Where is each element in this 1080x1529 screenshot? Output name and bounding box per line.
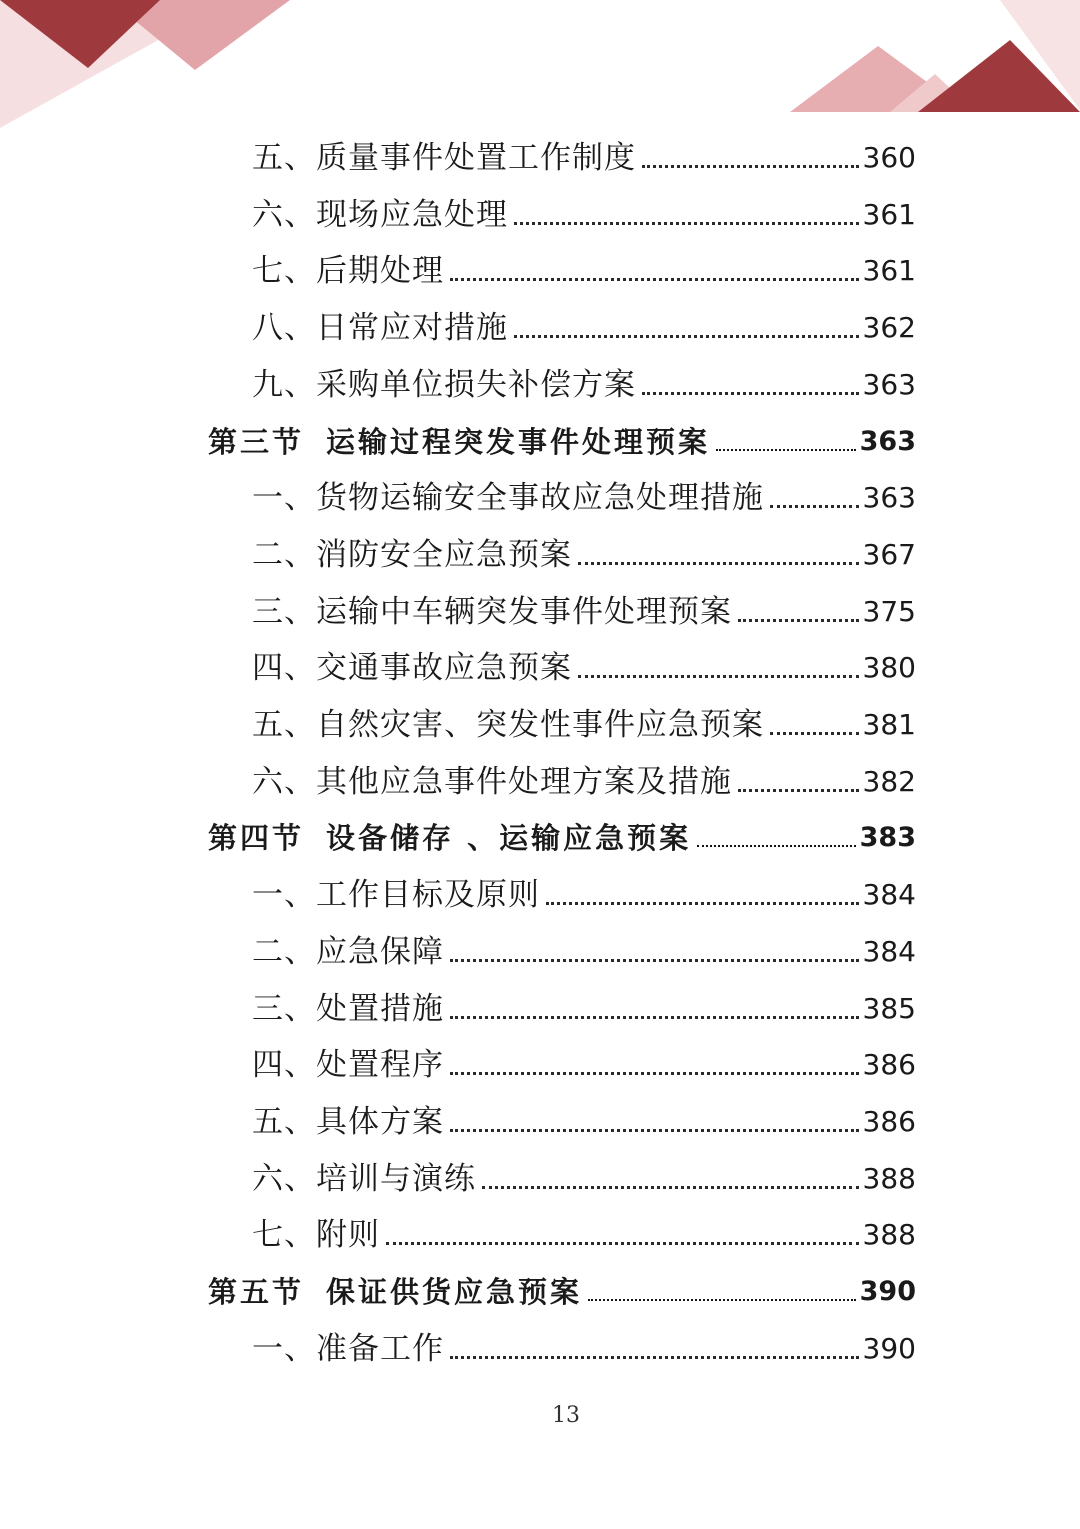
toc-entry[interactable] xyxy=(252,193,916,237)
toc-entry-title: 六、现场应急处理 xyxy=(252,196,508,233)
toc-leader-dots xyxy=(450,959,859,962)
toc-leader-dots xyxy=(450,1129,859,1132)
toc-entry[interactable] xyxy=(252,590,916,634)
toc-entry[interactable] xyxy=(252,1043,916,1087)
toc-entry[interactable] xyxy=(252,533,916,577)
toc-leader-dots xyxy=(697,845,856,847)
toc-entry-title: 一、工作目标及原则 xyxy=(252,877,540,914)
toc-page-number: 367 xyxy=(862,537,916,571)
toc-page-number: 380 xyxy=(862,651,916,685)
toc-page-number: 383 xyxy=(859,822,916,854)
toc-leader-dots xyxy=(738,619,859,622)
toc-entry-title: 六、培训与演练 xyxy=(252,1160,476,1197)
toc-entry-title: 五、自然灾害、突发性事件应急预案 xyxy=(252,707,764,743)
toc-page-number: 388 xyxy=(862,1218,916,1252)
toc-section-title: 设备储存 、运输应急预案 xyxy=(326,821,692,856)
toc-leader-dots xyxy=(450,278,859,281)
toc-page-number: 384 xyxy=(862,878,916,912)
page-number: 13 xyxy=(552,1403,580,1428)
toc-section-entry[interactable] xyxy=(208,420,916,464)
toc-page-number: 386 xyxy=(862,1104,916,1138)
toc-entry[interactable] xyxy=(252,476,916,520)
toc-entry-title: 三、运输中车辆突发事件处理预案 xyxy=(252,593,732,630)
toc-entry[interactable] xyxy=(252,760,916,804)
toc-entry[interactable] xyxy=(252,1213,916,1257)
toc-entry[interactable] xyxy=(252,136,916,180)
toc-entry-title: 六、其他应急事件处理方案及措施 xyxy=(252,763,732,800)
toc-page-number: 381 xyxy=(862,708,916,741)
toc-entry-title xyxy=(208,1270,582,1314)
toc-entry-title: 八、日常应对措施 xyxy=(252,310,508,347)
toc-leader-dots xyxy=(450,1016,859,1019)
toc-page-number: 385 xyxy=(862,991,916,1025)
toc-entry[interactable] xyxy=(252,363,916,407)
toc-page-number: 363 xyxy=(862,481,916,515)
toc-page-number: 388 xyxy=(862,1161,916,1195)
toc-section-number: 第四节 xyxy=(208,821,305,856)
toc-page-number: 363 xyxy=(862,367,916,401)
toc-page-number: 362 xyxy=(862,311,916,345)
toc-entry-title: 二、消防安全应急预案 xyxy=(252,536,572,573)
toc-entry[interactable] xyxy=(252,1327,916,1371)
toc-page-number: 382 xyxy=(862,764,916,798)
toc-entry[interactable] xyxy=(252,646,916,690)
toc-leader-dots xyxy=(716,449,856,451)
toc-leader-dots xyxy=(578,562,859,565)
toc-entry-title: 七、后期处理 xyxy=(252,253,444,290)
toc-leader-dots xyxy=(578,675,859,678)
toc-leader-dots xyxy=(386,1242,859,1245)
toc-entry-title: 一、货物运输安全事故应急处理措施 xyxy=(252,480,764,517)
toc-entry-title: 四、交通事故应急预案 xyxy=(252,650,572,687)
toc-section-title: 保证供货应急预案 xyxy=(326,1275,583,1309)
toc-page-number: 386 xyxy=(862,1048,916,1082)
toc-entry[interactable] xyxy=(252,249,916,293)
toc-leader-dots xyxy=(770,732,859,735)
toc-section-number: 第五节 xyxy=(208,1275,305,1309)
toc-entry[interactable] xyxy=(252,1157,916,1201)
toc-page-number: 361 xyxy=(862,254,916,288)
toc-entry-title: 七、附则 xyxy=(252,1217,380,1254)
toc-page-number: 363 xyxy=(859,425,916,457)
toc-leader-dots xyxy=(514,222,859,225)
toc-leader-dots xyxy=(514,335,859,338)
toc-entry[interactable] xyxy=(252,930,916,974)
toc-entry-title: 一、准备工作 xyxy=(252,1330,444,1367)
header-decoration xyxy=(0,0,1080,140)
toc-entry-title: 二、应急保障 xyxy=(252,933,444,970)
toc-section-entry[interactable] xyxy=(208,1270,916,1314)
toc-section-title: 运输过程突发事件处理预案 xyxy=(326,424,711,459)
toc-entry[interactable] xyxy=(252,873,916,917)
toc-entry-title: 三、处置措施 xyxy=(252,990,444,1027)
toc-entry-title: 四、处置程序 xyxy=(252,1047,444,1084)
toc-section-number: 第三节 xyxy=(208,424,305,459)
toc-entry[interactable] xyxy=(252,306,916,350)
toc-page-number: 375 xyxy=(862,594,916,628)
toc-leader-dots xyxy=(738,789,859,792)
toc-leader-dots xyxy=(450,1356,859,1359)
toc-page-number: 361 xyxy=(862,197,916,231)
toc-leader-dots xyxy=(546,902,859,905)
toc-entry-title: 五、质量事件处置工作制度 xyxy=(252,140,636,176)
toc-entry[interactable] xyxy=(252,987,916,1031)
toc-page-number: 390 xyxy=(862,1331,916,1365)
toc-entry-title xyxy=(208,420,710,464)
toc-leader-dots xyxy=(642,392,859,395)
toc-section-entry[interactable] xyxy=(208,816,916,860)
toc-page-number: 390 xyxy=(859,1276,916,1307)
toc-entry-title: 五、具体方案 xyxy=(252,1103,444,1140)
toc-entry-title xyxy=(208,816,691,860)
toc-leader-dots xyxy=(482,1186,859,1189)
toc-page-number: 360 xyxy=(862,141,916,174)
toc-leader-dots xyxy=(588,1299,856,1301)
toc-leader-dots xyxy=(642,165,859,168)
toc-entry[interactable] xyxy=(252,703,916,747)
toc-page-number: 384 xyxy=(862,934,916,968)
toc-entry[interactable] xyxy=(252,1100,916,1144)
toc-leader-dots xyxy=(450,1072,859,1075)
toc-entry-title: 九、采购单位损失补偿方案 xyxy=(252,366,636,403)
toc-leader-dots xyxy=(770,505,859,508)
